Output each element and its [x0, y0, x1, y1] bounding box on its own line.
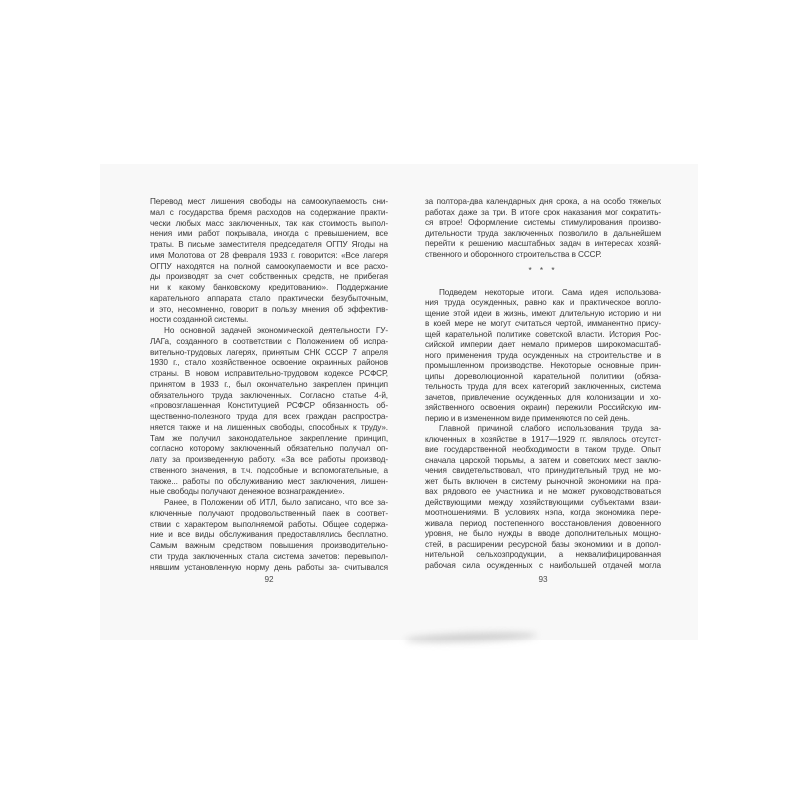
text-line: ные свободы получают денежное вознаграждение». [150, 487, 345, 497]
text-line: карательного аппарата стало практически безубыточным, [150, 293, 388, 303]
text-line: нявшим установленную норму день работы за- считывался [150, 562, 388, 572]
text-line: сначала царской тюрьмы, а затем и советских мест заклю- [425, 455, 661, 465]
section-separator: * * * [528, 266, 558, 275]
text-line: действующими между хозяйствующими субъектами взаи- [425, 497, 661, 507]
text-line: тельность труда для всех категорий заключенных, система [425, 382, 661, 391]
text-line: имя Молотова от 28 февраля 1933 г. говорится: «Все лагеря [150, 250, 388, 260]
text-line: ствии с характером выполняемой работы. Общее содержа- [150, 519, 388, 529]
text-line: Главной причиной слабого использования труда за- [439, 424, 661, 433]
text-line: чения свидетельствовал, что принудительный труд не мо- [425, 466, 661, 475]
text-line: сти труда заключенных стала система зачетов: перевыпол- [150, 551, 388, 561]
text-line: вие государственной необходимости в таком труде. Опыт [425, 445, 661, 454]
left-page-text-column [150, 197, 388, 573]
text-line: ся втрое! Оформление системы стимулирования произво- [425, 218, 661, 227]
page-number-left: 92 [264, 575, 274, 584]
text-line: ние и все виды обслуживания предоставлялись бесплатно. [150, 530, 388, 540]
text-line: принятом в 1933 г., был окончательно закреплен принцип [150, 379, 388, 389]
text-line: моотношениями. В условиях нэпа, когда экономика пере- [425, 508, 661, 517]
text-line: ЛАГа, созданного в соответствии с Положением об испра- [150, 336, 388, 346]
text-line: мал с государства бремя расходов на содержание практи- [150, 207, 388, 217]
text-line: рабочая сила осужденных с наибольшей отдачей могла [425, 560, 661, 570]
text-line: щественно-полезного труда для всех граждан распростра- [150, 412, 388, 421]
text-line: работах даже за три. В итоге срок наказания мог сократить- [425, 207, 661, 217]
text-line: перейти к решению масштабных задач в интересах хозяй- [425, 239, 661, 248]
page-edge-shadow [405, 631, 537, 645]
text-line: ключенные получают продовольственный паек в соответ- [150, 508, 388, 518]
text-line: нения ими работ покрывала, иногда с превышением, все [150, 229, 388, 239]
text-line: ципы дореволюционной карательной политики (обяза- [425, 371, 661, 381]
text-line: щей карательной политике советской власти. История Рос- [425, 329, 661, 339]
text-line: стей, в расширении ресурсной базы экономики и в допол- [425, 539, 661, 549]
text-line: Там же получил законодательное закрепление принцип, [150, 433, 388, 443]
text-line: ни к какому банковскому кредитованию». Поддержание [150, 283, 388, 292]
text-line: Перевод мест лишения свободы на самоокупаемость сни- [150, 197, 388, 206]
text-line: щение этой идеи в жизнь, имеют длительную историю и ни [425, 308, 661, 318]
text-line: вительно-трудовых лагерях, принятым СНК СССР 7 апреля [150, 347, 388, 357]
text-line: няется также и на лишенных свободы, способных к труду». [150, 422, 388, 432]
text-line: ния труда осужденных, равно как и практическое вопло- [425, 298, 661, 307]
text-line: траты. В письме заместителя председателя ОГПУ Ягоды на [150, 240, 388, 249]
text-line: лату за произведенную работу. «За все работы производ- [150, 455, 388, 464]
text-line: Самым важным средством повышения производительно- [150, 541, 388, 550]
text-line: промышленном производстве. Некоторые основные прин- [425, 361, 661, 370]
text-line: ключенных в хозяйстве в 1917—1929 гг. являлось отсутст- [425, 434, 661, 444]
text-line: ды производят за счет собственных средств, не прибегая [150, 272, 388, 282]
book-spread [100, 164, 698, 640]
text-line: зяйственного освоения окраин) пережили Российскую им- [425, 403, 661, 412]
text-line: уровня, не было нужды в вводе дополнительных мощно- [425, 529, 661, 538]
text-line: ного применения труда осужденных на строительстве и в [425, 350, 661, 360]
text-line: обязательного труда заключенных. Согласно статье 4-й, [150, 390, 388, 400]
right-page-text-column [425, 197, 661, 571]
page-number-right: 93 [538, 575, 548, 584]
text-line: «провозглашенная Конституцией РСФСР обязанность об- [150, 401, 388, 411]
text-line: ОГПУ находятся на полной самоокупаемости и все расхо- [150, 261, 388, 271]
text-line: ности созданной системы. [150, 315, 249, 325]
text-line: ственного значения, в т.ч. подсобные и вспомогательные, а [150, 465, 388, 475]
text-line: зачетов, привлечение осужденных для колонизации и хо- [425, 392, 661, 402]
text-line: ственного и оборонного строительства в СССР. [425, 249, 602, 259]
text-line: за полтора-два календарных дня срока, а на особо тяжелых [425, 197, 661, 206]
text-line: сийской империи дает немало примеров широкомасштаб- [425, 340, 661, 349]
text-line: страны. В новом исправительно-трудовом кодексе РСФСР, [150, 369, 388, 378]
text-line: согласно которому заключенный обязательно получал оп- [150, 444, 388, 454]
text-line: Но основной задачей экономической деятельности ГУ- [164, 326, 388, 335]
text-line: нительной сельхозпродукции, а неквалифицированная [425, 550, 661, 559]
text-line: перию и в измененном виде применяются по сей день. [425, 413, 630, 423]
text-line: и это, несомненно, говорит в пользу мнения об эффектив- [150, 304, 388, 314]
text-line: Ранее, в Положении об ИТЛ, было записано, что все за- [164, 498, 388, 507]
text-line: живала период постепенного восстановления довоенного [425, 518, 661, 528]
text-line: чески любых масс заключенных, так как стоимость выпол- [150, 218, 388, 228]
text-line: вах рядового ее участника и не может руководствоваться [425, 487, 661, 496]
text-line: также... работы по обслуживанию мест заключения, лишен- [150, 476, 388, 486]
text-line: жет быть включен в систему рыночной экономики на пра- [425, 476, 661, 486]
text-line: 1930 г., стало хозяйственное освоение окраинных районов [150, 358, 388, 368]
text-line: дительности труда заключенных позволило в дальнейшем [425, 228, 661, 238]
text-line: в коей мере не могут считаться чертой, имманентно прису- [425, 319, 661, 328]
text-line: Подведем некоторые итоги. Сама идея использова- [439, 287, 661, 297]
